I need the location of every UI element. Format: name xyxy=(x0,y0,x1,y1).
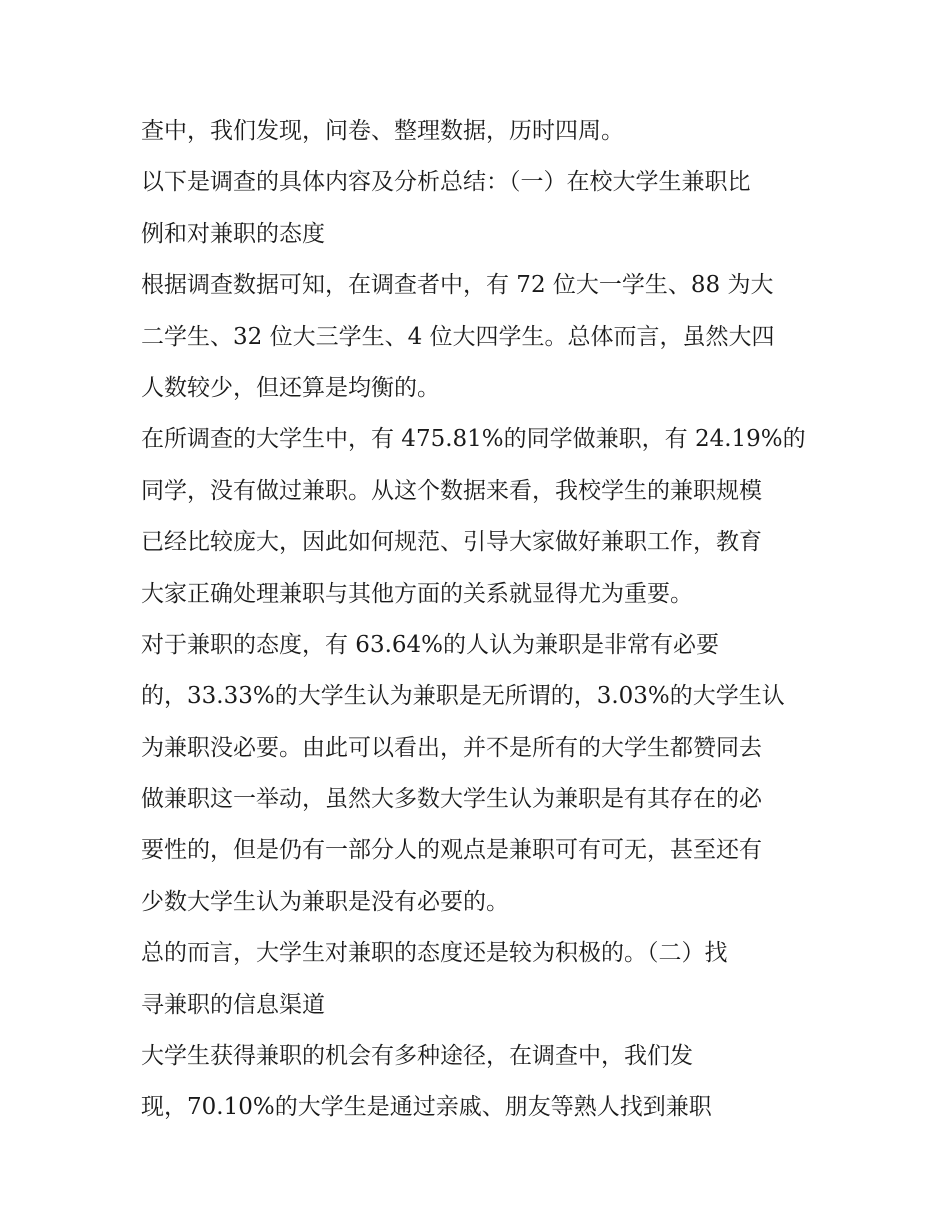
text-line: 现，70.10%的大学生是通过亲戚、朋友等熟人找到兼职 xyxy=(141,1094,712,1121)
text-line: 同学，没有做过兼职。从这个数据来看，我校学生的兼职规模 xyxy=(141,477,762,504)
text-line: 的，33.33%的大学生认为兼职是无所谓的，3.03%的大学生认 xyxy=(141,683,785,710)
text-line: 总的而言，大学生对兼职的态度还是较为积极的。（二）找 xyxy=(141,940,728,967)
text-line: 做兼职这一举动，虽然大多数大学生认为兼职是有其存在的必 xyxy=(141,786,762,813)
text-line: 已经比较庞大，因此如何规范、引导大家做好兼职工作，教育 xyxy=(141,529,762,556)
text-line: 少数大学生认为兼职是没有必要的。 xyxy=(141,888,509,915)
text-line: 人数较少，但还算是均衡的。 xyxy=(141,374,440,401)
text-line: 以下是调查的具体内容及分析总结：（一）在校大学生兼职比 xyxy=(141,169,751,196)
text-line: 寻兼职的信息渠道 xyxy=(141,991,325,1018)
text-line: 根据调查数据可知，在调查者中，有 72 位大一学生、88 为大 xyxy=(141,272,774,299)
text-line: 查中，我们发现，问卷、整理数据，历时四周。 xyxy=(141,118,624,144)
text-line: 大家正确处理兼职与其他方面的关系就显得尤为重要。 xyxy=(141,580,693,607)
text-line: 二学生、32 位大三学生、4 位大四学生。总体而言，虽然大四 xyxy=(141,323,775,350)
text-line: 为兼职没必要。由此可以看出，并不是所有的大学生都赞同去 xyxy=(141,734,762,761)
text-line: 例和对兼职的态度 xyxy=(141,220,325,247)
body-text xyxy=(141,106,821,1134)
text-line: 对于兼职的态度，有 63.64%的人认为兼职是非常有必要 xyxy=(141,631,720,658)
text-line: 要性的，但是仍有一部分人的观点是兼职可有可无，甚至还有 xyxy=(141,837,762,864)
text-line: 在所调查的大学生中，有 475.81%的同学做兼职，有 24.19%的 xyxy=(141,426,806,453)
text-line: 大学生获得兼职的机会有多种途径，在调查中，我们发 xyxy=(141,1043,693,1070)
